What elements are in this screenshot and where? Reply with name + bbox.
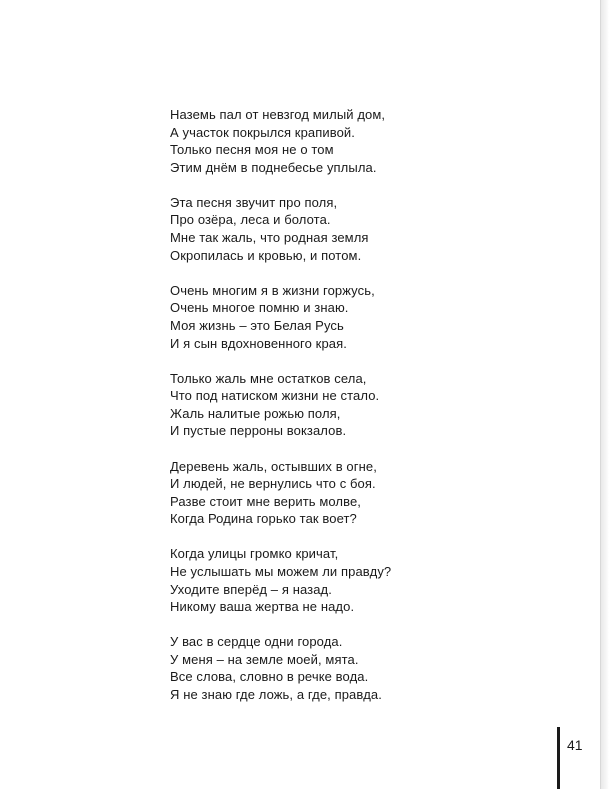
poem-line: Про озёра, леса и болота. [170,212,331,228]
poem-line: И пустые перроны вокзалов. [170,423,347,439]
poem-line: И я сын вдохновенного края. [170,335,347,351]
poem-line: Моя жизнь – это Белая Русь [170,317,344,333]
poem-line: У меня – на земле моей, мята. [170,651,359,667]
poem-stanza [170,282,530,352]
poem-stanza [170,545,530,615]
poem-line: Только песня моя не о том [170,142,334,158]
poem-line: Я не знаю где ложь, а где, правда. [170,687,382,703]
poem-line: Мне так жаль, что родная земля [170,230,369,246]
poem-stanza [170,458,530,528]
poem-line: Очень многое помню и знаю. [170,300,349,316]
poem-line: Разве стоит мне верить молве, [170,493,361,509]
poem-line: Окропилась и кровью, и потом. [170,247,362,263]
poem-line: Наземь пал от невзгод милый дом, [170,107,386,122]
poem-line: Деревень жаль, остывших в огне, [170,458,377,474]
poem-line: Когда Родина горько так воет? [170,511,357,527]
poem-line: Очень многим я в жизни горжусь, [170,282,375,298]
poem-line: Что под натиском жизни не стало. [170,388,380,404]
page-number: 41 [567,737,583,753]
poem-line: И людей, не вернулись что с боя. [170,476,376,492]
poem-line: Этим днём в поднебесье уплыла. [170,159,377,175]
poem-line: Эта песня звучит про поля, [170,194,338,210]
poem-line: Не услышать мы можем ли правду? [170,563,392,579]
poem-line: Только жаль мне остатков села, [170,370,367,386]
poem-line: Уходите вперёд – я назад. [170,581,332,597]
poem-line: А участок покрылся крапивой. [170,124,356,140]
poem-line: Когда улицы громко кричат, [170,546,339,562]
poem-stanza [170,106,530,176]
page-number-divider [557,727,560,789]
poem-line: Все слова, словно в речке вода. [170,669,369,685]
poem-line: У вас в сердце одни города. [170,634,343,650]
page-edge-shadow [600,0,609,789]
poem-line: Никому ваша жертва не надо. [170,599,355,615]
poem-stanza [170,194,530,264]
poem-text [170,106,530,721]
poem-stanza [170,633,530,703]
poem-stanza [170,370,530,440]
poem-line: Жаль налитые рожью поля, [170,405,341,421]
